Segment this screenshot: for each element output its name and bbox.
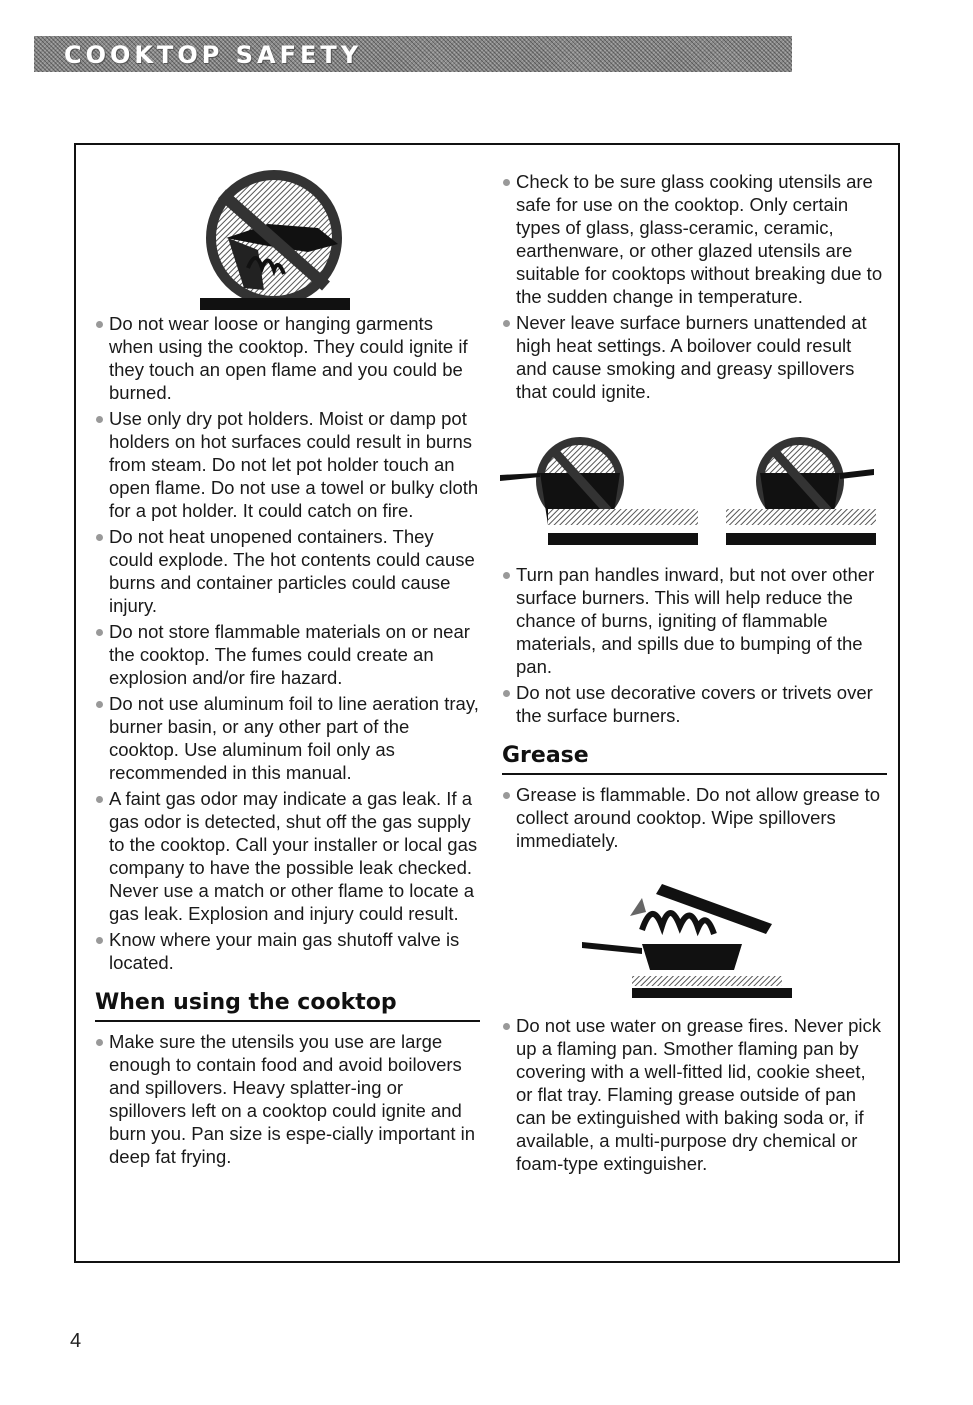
grease-bullet-list — [502, 783, 887, 852]
right-mid-bullet-list — [502, 563, 887, 727]
grease-fire-icon — [582, 880, 802, 1000]
section-heading-cooktop: When using the cooktop — [95, 990, 480, 1022]
section-banner — [34, 36, 792, 72]
section-heading-grease: Grease — [502, 743, 887, 775]
no-pan-handle-icon — [500, 437, 880, 555]
cooktop-bullet-list — [95, 1030, 480, 1168]
list-item: Know where your main gas shutoff valve is located. — [95, 928, 480, 974]
left-column — [95, 312, 480, 1171]
page-title: COOKTOP SAFETY — [64, 41, 363, 69]
right-column — [502, 170, 887, 1178]
list-item: Do not use aluminum foil to line aeration tray, burner basin, or any other part of the cooktop. Use aluminum foil only as recommended in this manual. — [95, 692, 480, 784]
right-bottom-bullet-list — [502, 1014, 887, 1175]
left-bullet-list — [95, 312, 480, 974]
list-item: Do not use decorative covers or trivets over the surface burners. — [502, 681, 887, 727]
list-item: A faint gas odor may indicate a gas leak. If a gas odor is detected, shut off the gas supply to the cooktop. Call your installer or local gas company to have the possible leak checked. Never use a match or other flame to locate a gas leak. Explosion and injury could result. — [95, 787, 480, 925]
no-garment-icon — [198, 168, 353, 313]
list-item: Do not use water on grease fires. Never pick up a flaming pan. Smother flaming pan by covering with a well-fitted lid, cookie sheet, or flat tray. Flaming grease outside of pan can be extinguished with baking soda or, if available, a multi-purpose dry chemical or foam-type extinguisher. — [502, 1014, 887, 1175]
right-top-bullet-list — [502, 170, 887, 403]
list-item: Make sure the utensils you use are large enough to contain food and avoid boilovers and spillovers. Heavy splatter-ing or spillovers left on a cooktop could ignite and burn you. Pan size is espe-cially important in deep fat frying. — [95, 1030, 480, 1168]
page-number: 4 — [70, 1330, 82, 1352]
list-item: Use only dry pot holders. Moist or damp pot holders on hot surfaces could result in burns from steam. Do not let pot holder touch an open flame. Do not use a towel or bulky cloth for a pot holder. It could catch on fire. — [95, 407, 480, 522]
list-item: Do not wear loose or hanging garments when using the cooktop. They could ignite if they touch an open flame and you could be burned. — [95, 312, 480, 404]
list-item: Check to be sure glass cooking utensils are safe for use on the cooktop. Only certain types of glass, glass-ceramic, ceramic, earthenware, or other glazed utensils are suitable for cooktops without breaking due to the sudden change in temperature. — [502, 170, 887, 308]
list-item: Do not heat unopened containers. They could explode. The hot contents could cause burns and container particles could cause injury. — [95, 525, 480, 617]
list-item: Turn pan handles inward, but not over other surface burners. This will help reduce the chance of burns, igniting of flammable materials, and spills due to bumping of the pan. — [502, 563, 887, 678]
list-item: Do not store flammable materials on or near the cooktop. The fumes could create an explosion and/or fire hazard. — [95, 620, 480, 689]
list-item: Grease is flammable. Do not allow grease to collect around cooktop. Wipe spillovers immediately. — [502, 783, 887, 852]
list-item: Never leave surface burners unattended at high heat settings. A boilover could result and cause smoking and greasy spillovers that could ignite. — [502, 311, 887, 403]
